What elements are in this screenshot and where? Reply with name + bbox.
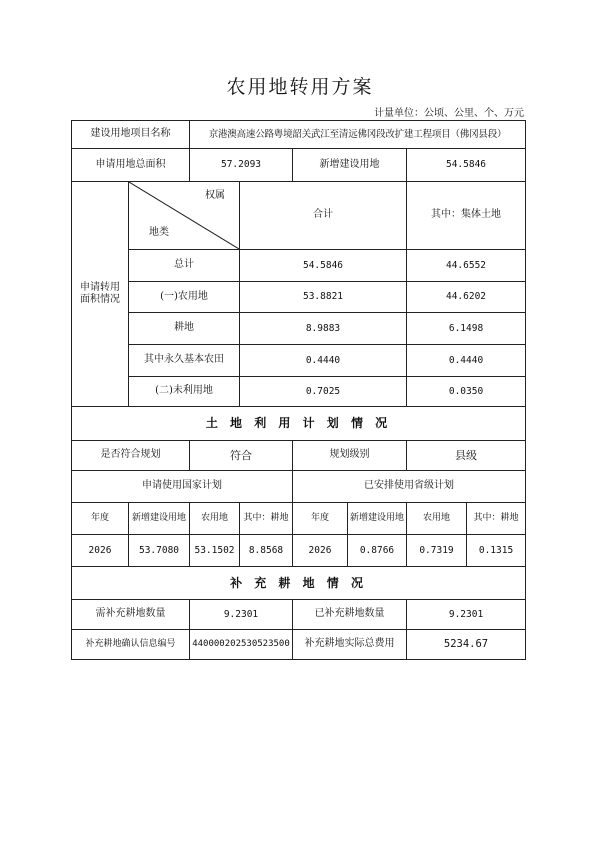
supplement-quantity-row <box>72 600 526 630</box>
col-year: 年度 <box>72 503 129 535</box>
diag-ownership-label: 权属 <box>205 190 225 201</box>
conversion-row <box>72 282 526 313</box>
row-label: (一)农用地 <box>129 282 240 313</box>
project-label: 建设用地项目名称 <box>72 121 190 149</box>
project-row <box>72 121 526 149</box>
row-total-value: 8.9883 <box>240 313 407 345</box>
row-total-value: 0.7025 <box>240 377 407 407</box>
confirm-code-label: 补充耕地确认信息编号 <box>72 630 190 660</box>
col-cultivated: 其中：耕地 <box>467 503 526 535</box>
value-year: 2026 <box>72 535 129 567</box>
col-new-construction: 新增建设用地 <box>348 503 407 535</box>
plan-values-row <box>72 535 526 567</box>
land-plan-section-title: 土 地 利 用 计 划 情 况 <box>72 407 526 441</box>
value-cultivated: 0.1315 <box>467 535 526 567</box>
actual-cost-value: 5234.67 <box>407 630 526 660</box>
land-conversion-table <box>71 120 526 660</box>
diag-landtype-label: 地类 <box>149 226 169 238</box>
supplement-section-row <box>72 567 526 600</box>
supplement-detail-row <box>72 630 526 660</box>
row-label: 其中永久基本农田 <box>129 345 240 377</box>
total-area-value: 57.2093 <box>190 149 293 182</box>
national-plan-label: 申请使用国家计划 <box>72 471 293 503</box>
row-label: 耕地 <box>129 313 240 345</box>
new-construction-label: 新增建设用地 <box>293 149 407 182</box>
project-name: 京港澳高速公路粤境韶关武江至清远佛冈段改扩建工程项目（佛冈县段） <box>190 121 526 149</box>
col-collective-header: 其中：集体土地 <box>407 182 526 250</box>
confirm-code-value: 440000202530523500 <box>190 630 293 660</box>
unit-note: 计量单位：公顷、公里、个、万元 <box>374 108 524 119</box>
new-construction-value: 54.5846 <box>407 149 526 182</box>
value-agricultural: 53.1502 <box>190 535 240 567</box>
conform-value: 符合 <box>190 441 293 471</box>
diagonal-header-cell <box>129 182 240 250</box>
value-new-construction: 53.7080 <box>129 535 190 567</box>
value-agricultural: 0.7319 <box>407 535 467 567</box>
col-new-construction: 新增建设用地 <box>129 503 190 535</box>
col-agricultural: 农用地 <box>407 503 467 535</box>
col-agricultural: 农用地 <box>190 503 240 535</box>
conversion-header-row <box>72 182 526 250</box>
row-collective-value: 6.1498 <box>407 313 526 345</box>
provincial-plan-label: 已安排使用省级计划 <box>293 471 526 503</box>
conversion-row <box>72 377 526 407</box>
col-year: 年度 <box>293 503 348 535</box>
plan-columns-row <box>72 503 526 535</box>
conversion-section-label: 申请转用面积情况 <box>72 182 129 407</box>
row-collective-value: 0.0350 <box>407 377 526 407</box>
plan-level-value: 县级 <box>407 441 526 471</box>
plan-conform-row <box>72 441 526 471</box>
plan-level-label: 规划级别 <box>293 441 407 471</box>
need-supplement-value: 9.2301 <box>190 600 293 630</box>
total-area-label: 申请用地总面积 <box>72 149 190 182</box>
row-collective-value: 44.6552 <box>407 250 526 282</box>
conversion-row <box>72 345 526 377</box>
row-total-value: 0.4440 <box>240 345 407 377</box>
need-supplement-label: 需补充耕地数量 <box>72 600 190 630</box>
page-title: 农用地转用方案 <box>226 76 374 98</box>
value-new-construction: 0.8766 <box>348 535 407 567</box>
area-row <box>72 149 526 182</box>
row-collective-value: 0.4440 <box>407 345 526 377</box>
value-cultivated: 8.8568 <box>240 535 293 567</box>
row-label: 总计 <box>129 250 240 282</box>
actual-cost-label: 补充耕地实际总费用 <box>293 630 407 660</box>
done-supplement-value: 9.2301 <box>407 600 526 630</box>
land-plan-section-row <box>72 407 526 441</box>
row-total-value: 54.5846 <box>240 250 407 282</box>
plan-type-row <box>72 471 526 503</box>
done-supplement-label: 已补充耕地数量 <box>293 600 407 630</box>
col-cultivated: 其中：耕地 <box>240 503 293 535</box>
supplement-section-title: 补 充 耕 地 情 况 <box>72 567 526 600</box>
conversion-row <box>72 313 526 345</box>
value-year: 2026 <box>293 535 348 567</box>
row-collective-value: 44.6202 <box>407 282 526 313</box>
conversion-row <box>72 250 526 282</box>
col-total-header: 合计 <box>240 182 407 250</box>
row-label: (二)未利用地 <box>129 377 240 407</box>
row-total-value: 53.8821 <box>240 282 407 313</box>
conform-label: 是否符合规划 <box>72 441 190 471</box>
